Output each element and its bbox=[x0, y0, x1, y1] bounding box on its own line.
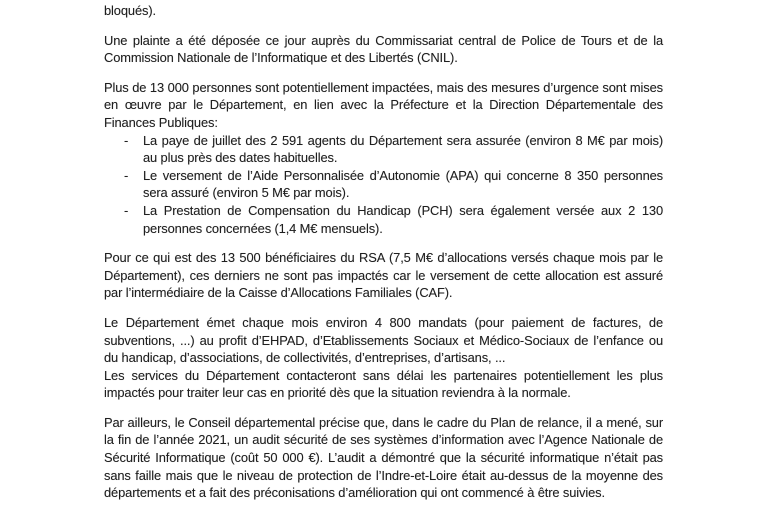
paragraph-mandates: Le Département émet chaque mois environ 4 800 mandats (pour paiement de factures, de subventions, ...) au profit d’EHPAD, d’Etablissements Sociaux et Médico-Sociaux de l’enfance ou du handicap, d’associations, de collectivités, d’entreprises, d’artisans, ... bbox=[104, 314, 663, 366]
bullet-item-pch bbox=[104, 202, 663, 237]
bullet-item-payroll bbox=[104, 132, 663, 167]
paragraph-security-audit: Par ailleurs, le Conseil départemental précise que, dans le cadre du Plan de relance, il a mené, sur la fin de l’année 2021, un audit sécurité de ses systèmes d’information avec l’Agence Nationale de Sécurité Informatique (coût 50 000 €). L’audit a démontré que la sécurité informatique n’était pas sans faille mais que le niveau de protection de l’Indre-et-Loire était au-dessus de la moyenne des départements et a fait des préconisations d’amélioration qui ont commencé à être suivies. bbox=[104, 414, 663, 501]
bullet-text: Le versement de l’Aide Personnalisée d’Autonomie (APA) qui concerne 8 350 personnes sera assuré (environ 5 M€ par mois). bbox=[143, 167, 663, 201]
bullet-text: La paye de juillet des 2 591 agents du Département sera assurée (environ 8 M€ par mois) au plus près des dates habituelles. bbox=[143, 132, 663, 166]
paragraph-partners-contact: Les services du Département contacteront sans délai les partenaires potentiellement les plus impactés pour traiter leur cas en priorité dès que la situation reviendra à la normale. bbox=[104, 367, 663, 401]
paragraph-fragment-blocked: bloqués). bbox=[104, 3, 156, 18]
bullet-marker: - bbox=[124, 132, 129, 148]
document-body bbox=[104, 2, 663, 502]
paragraph-group-mandates bbox=[104, 314, 663, 402]
bullet-marker: - bbox=[124, 167, 129, 183]
bullet-marker: - bbox=[124, 202, 129, 218]
bullet-text: La Prestation de Compensation du Handicap (PCH) sera également versée aux 2 130 personnes concernées (1,4 M€ mensuels). bbox=[143, 202, 663, 236]
bullet-item-apa bbox=[104, 167, 663, 202]
paragraph-complaint: Une plainte a été déposée ce jour auprès du Commissariat central de Police de Tours et de la Commission Nationale de l’Informatique et des Libertés (CNIL). bbox=[104, 32, 663, 66]
paragraph-rsa: Pour ce qui est des 13 500 bénéficiaires du RSA (7,5 M€ d’allocations versés chaque mois par le Département), ces derniers ne sont pas impactés car le versement de cette allocation est assuré par l’intermédiaire de la Caisse d’Allocations Familiales (CAF). bbox=[104, 250, 663, 301]
paragraph-emergency-measures: Plus de 13 000 personnes sont potentiellement impactées, mais des mesures d’urgence sont mises en œuvre par le Département, en lien avec la Préfecture et la Direction Départementale des Finances Publiques: bbox=[104, 79, 663, 130]
bullet-list bbox=[104, 132, 663, 238]
